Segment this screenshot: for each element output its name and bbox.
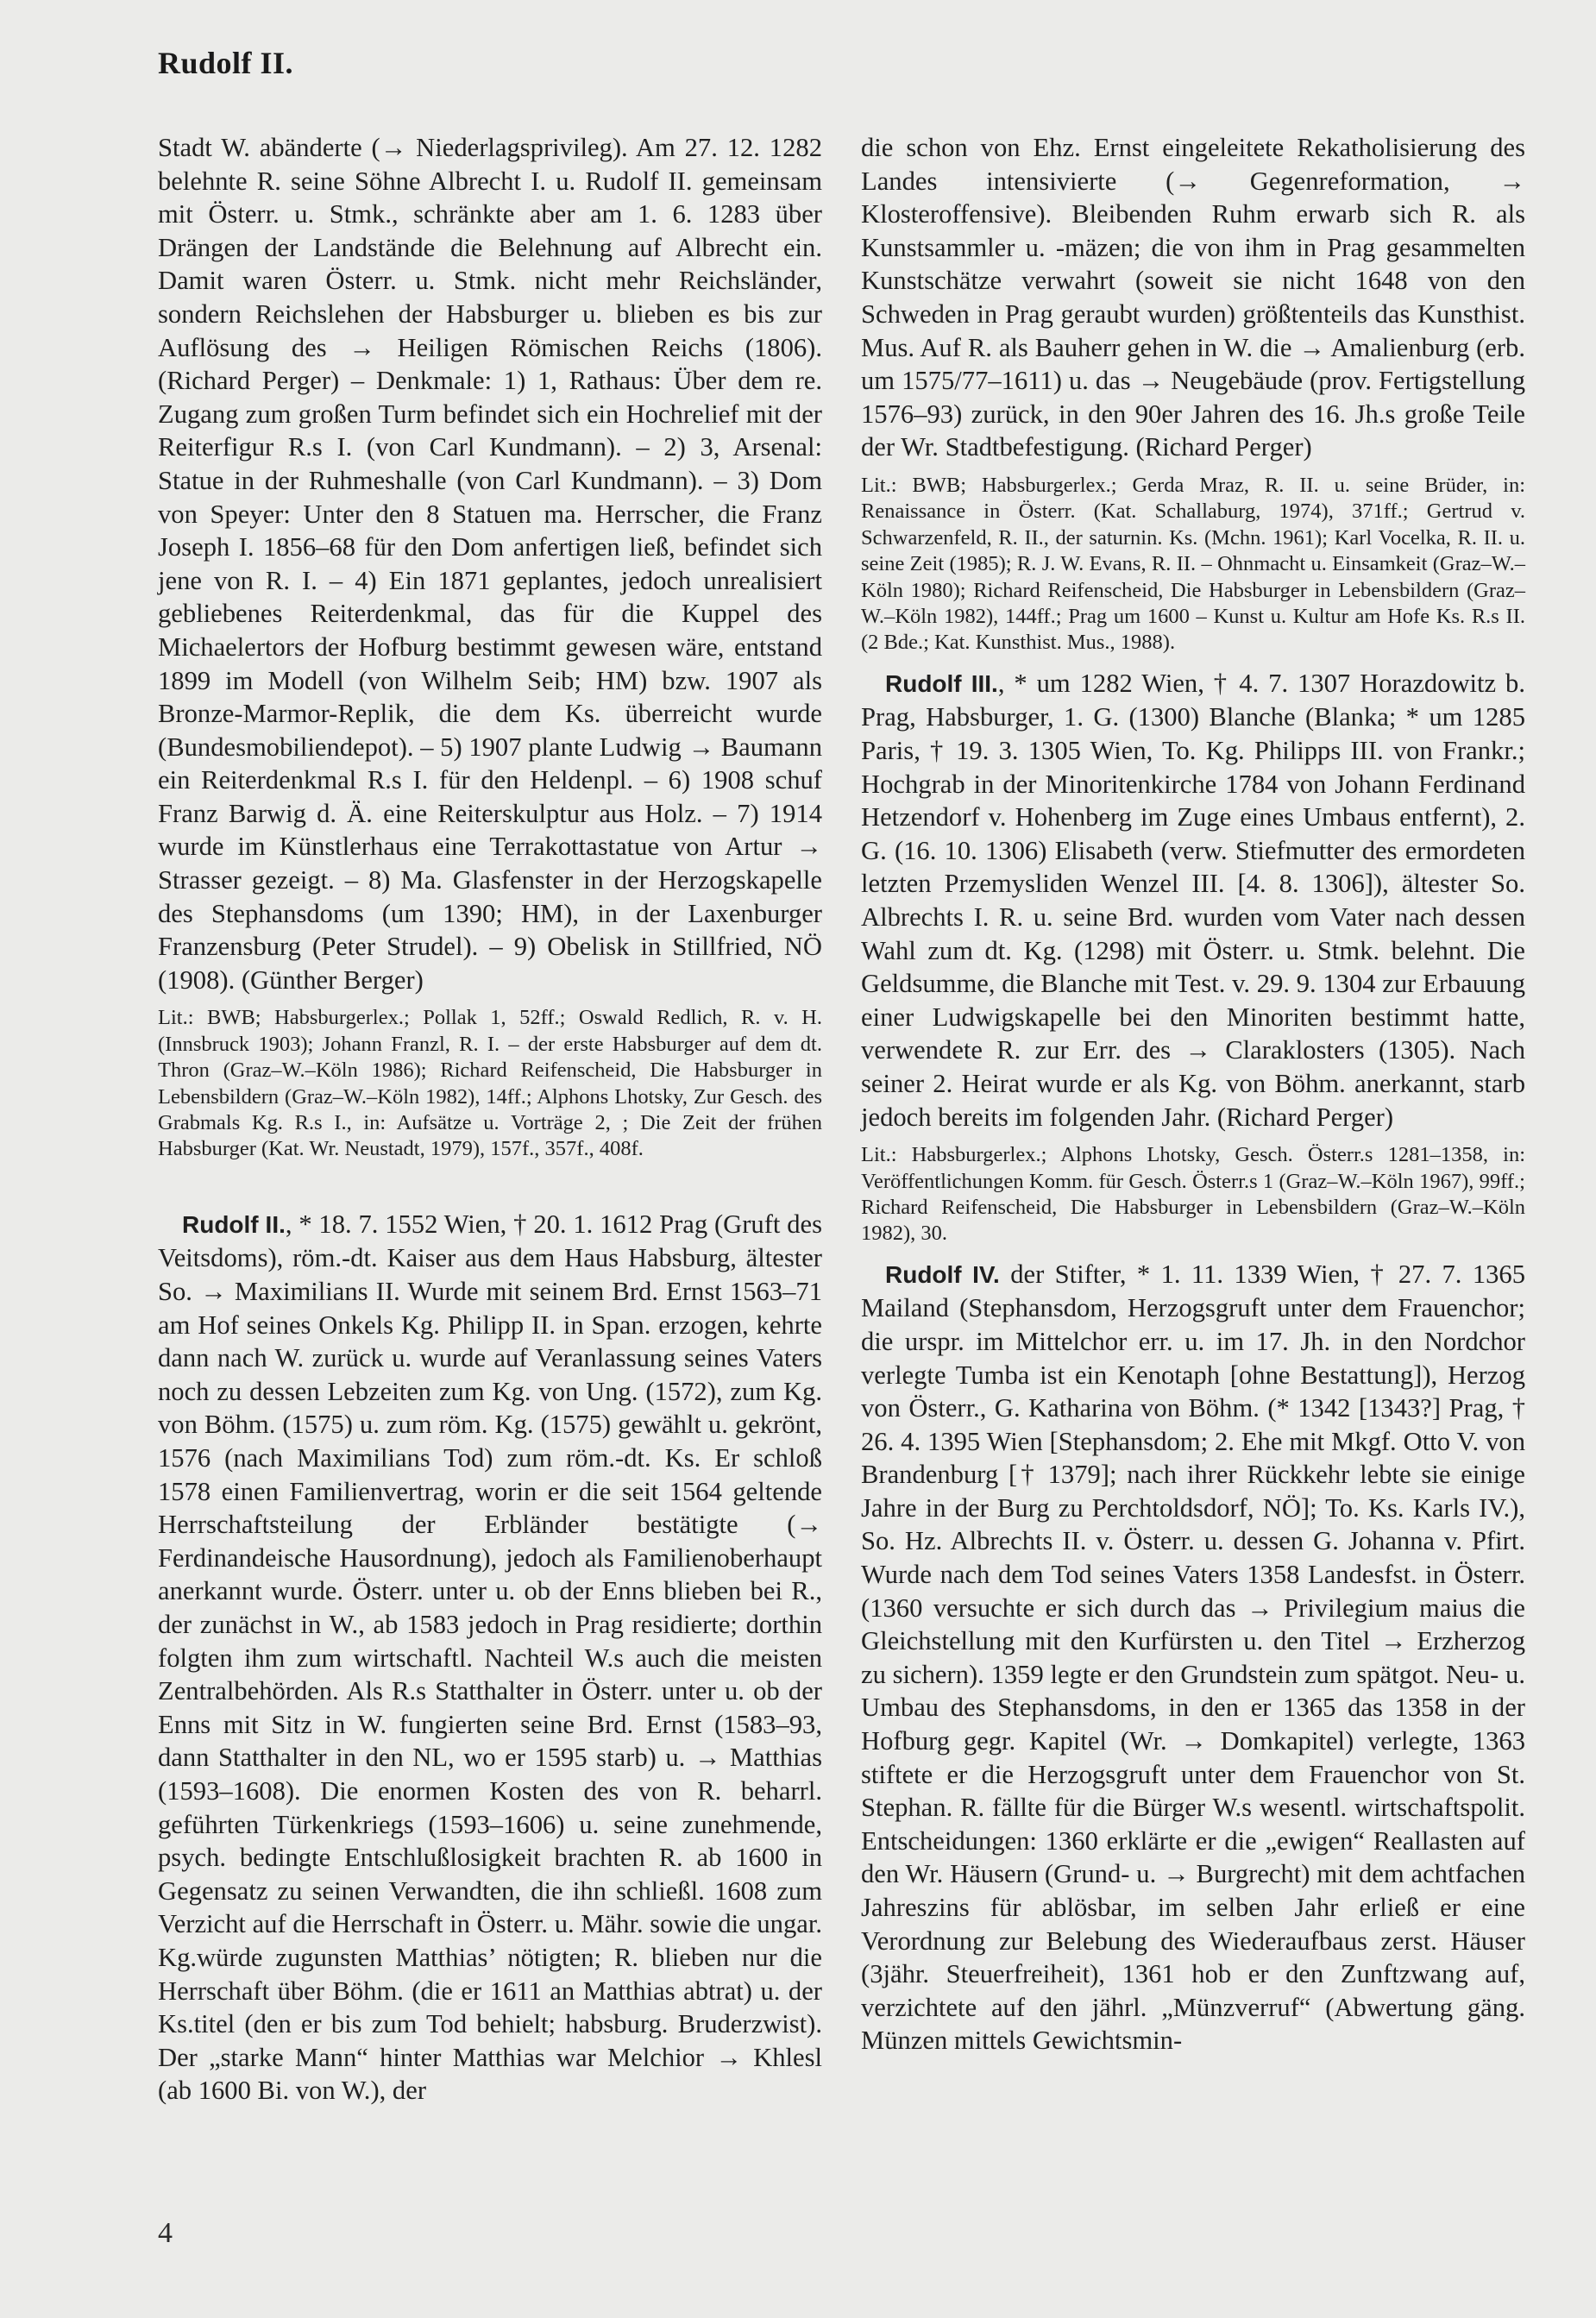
entry-rudolf-ii <box>158 1208 822 2108</box>
literature-rudolf-i: Lit.: BWB; Habsburgerlex.; Pollak 1, 52ff.; Oswald Redlich, R. v. H. (Innsbruck 1903); Johann Franzl, R. I. – der erste Habsburger auf dem dt. Thron (Graz–W.–Köln 1986); Richard Reifenscheid, Die Habsburger in Lebensbildern (Graz–W.–Köln 1982), 14ff.; Alphons Lhotsky, Zur Gesch. des Grabmals Kg. R.s I., in: Aufsätze u. Vorträge 2, ; Die Zeit der frühen Habsburger (Kat. Wr. Neustadt, 1979), 157f., 357f., 408f. <box>158 1006 822 1161</box>
literature-rudolf-iii: Lit.: Habsburgerlex.; Alphons Lhotsky, Gesch. Österr.s 1281–1358, in: Veröffentlichungen Komm. für Gesch. Österr.s 1 (Graz–W.–Köln 1967), 99ff.; Richard Reifenscheid, Die Habsburger in Lebensbildern (Graz–W.–Köln 1982), 30. <box>861 1143 1525 1246</box>
headword-rudolf-ii: Rudolf II. <box>182 1210 286 1238</box>
entry-continuation-rudolf-i: Stadt W. abänderte (→ Niederlagsprivileg). Am 27. 12. 1282 belehnte R. seine Söhne Albrecht I. u. Rudolf II. gemeinsam mit Österr. u. Stmk., schränkte aber am 1. 6. 1283 über Drängen der Landstände die Belehnung auf Albrecht ein. Damit waren Österr. u. Stmk. nicht mehr Reichsländer, sondern Reichslehen der Habsburger u. blieben es bis zur Auflösung des → Heiligen Römischen Reichs (1806). (Richard Perger) – Denkmale: 1) 1, Rathaus: Über dem re. Zugang zum großen Turm befindet sich ein Hochrelief mit der Reiterfigur R.s I. (von Carl Kundmann). – 2) 3, Arsenal: Statue in der Ruhmeshalle (von Carl Kundmann). – 3) Dom von Speyer: Unter den 8 Statuen ma. Herrscher, die Franz Joseph I. 1856–68 für den Dom anfertigen ließ, befindet sich jene von R. I. – 4) Ein 1871 geplantes, jedoch unrealisiert gebliebenes Reiterdenkmal, das für die Kuppel des Michaelertors der Hofburg bestimmt gewesen wäre, entstand 1899 im Modell (von Wilhelm Seib; HM) bzw. 1907 als Bronze-Marmor-Replik, die dem Ks. überreicht wurde (Bundesmobiliendepot). – 5) 1907 plante Ludwig → Baumann ein Reiterdenkmal R.s I. für den Heldenpl. – 6) 1908 schuf Franz Barwig d. Ä. eine Reiterskulptur aus Holz. – 7) 1914 wurde im Künstlerhaus eine Terrakottastatue von Artur → Strasser gezeigt. – 8) Ma. Glasfenster in der Herzogskapelle des Stephansdoms (um 1390; HM), in der Laxenburger Franzensburg (Peter Strudel). – 9) Obelisk in Stillfried, NÖ (1908). (Günther Berger) <box>158 133 822 995</box>
entry-text-rudolf-iv: der Stifter, * 1. 11. 1339 Wien, † 27. 7. 1365 Mailand (Stephansdom, Herzogsgruft unter dem Frauenchor; die urspr. im Mittelchor err. u. im 17. Jh. in den Nordchor verlegte Tumba ist ein Kenotaph [ohne Bestattung]), Herzog von Österr., G. Katharina von Böhm. (* 1342 [1343?] Prag, † 26. 4. 1395 Wien [Stephansdom; 2. Ehe mit Mkgf. Otto V. von Brandenburg [† 1379]; nach ihrer Rückkehr lebte sie einige Jahre in der Burg zu Perchtoldsdorf, NÖ]; To. Ks. Karls IV.), So. Hz. Albrechts II. v. Österr. u. dessen G. Johanna v. Pfirt. Wurde nach dem Tod seines Vaters 1358 Landesfst. in Österr. (1360 versuchte er sich durch das → Privilegium maius die Gleichstellung mit den Kurfürsten u. den Titel → Erzherzog zu sichern). 1359 legte er den Grundstein zum spätgot. Neu- u. Umbau des Stephansdoms, in den er 1365 das 1358 in der Hofburg gegr. Kapitel (Wr. → Domkapitel) verlegte, 1363 stiftete er die Herzogsgruft unter dem Frauenchor von St. Stephan. R. fällte für die Bürger W.s wesentl. wirtschaftspolit. Entscheidungen: 1360 erklärte er die „ewigen“ Reallasten auf den Wr. Häusern (Grund- u. → Burgrecht) mit dem achtfachen Jahreszins für ablösbar, im selben Jahr erließ er eine Verordnung zur Belebung des Wiederaufbaus zerst. Häuser (3jähr. Steuerfreiheit), 1361 hob er den Zunftzwang auf, verzichtete auf den jährl. „Münzverruf“ (Abwertung gäng. Münzen mittels Gewichtsmin- <box>861 1259 1526 2056</box>
running-head: Rudolf II. <box>158 46 294 80</box>
entry-continuation-rudolf-ii: die schon von Ehz. Ernst eingeleitete Rekatholisierung des Landes intensivierte (→ Gegenreformation, → Klosteroffensive). Bleibenden Ruhm erwarb sich R. als Kunstsammler u. -mäzen; die von ihm in Prag gesammelten Kunstschätze verwahrt (soweit sie nicht 1648 von den Schweden in Prag geraubt wurden) größtenteils das Kunsthist. Mus. Auf R. als Bauherr gehen in W. die → Amalienburg (erb. um 1575/77–1611) u. das → Neugebäude (prov. Fertigstellung 1576–93) zurück, in den 90er Jahren des 16. Jh.s große Teile der Wr. Stadtbefestigung. (Richard Perger) <box>861 133 1525 462</box>
entry-rudolf-iv <box>861 1258 1525 2057</box>
headword-rudolf-iv: Rudolf IV. <box>885 1260 1000 1288</box>
entry-gap <box>158 1173 822 1208</box>
entry-text-rudolf-ii: , * 18. 7. 1552 Wien, † 20. 1. 1612 Prag (Gruft des Veitsdoms), röm.-dt. Kaiser aus dem Haus Habsburg, ältester So. → Maximilians II. Wurde mit seinem Brd. Ernst 1563–71 am Hof seines Onkels Kg. Philipp II. in Span. erzogen, kehrte dann nach W. zurück u. wurde auf Veranlassung seines Vaters noch zu dessen Lebzeiten zum Kg. von Ung. (1572), zum Kg. von Böhm. (1575) u. zum röm. Kg. (1575) gewählt u. gekrönt, 1576 (nach Maximilians Tod) zum röm.-dt. Ks. Er schloß 1578 einen Familienvertrag, worin er die seit 1564 geltende Herrschaftsteilung der Erbländer bestätigte (→ Ferdinandeische Hausordnung), jedoch als Familienoberhaupt anerkannt wurde. Österr. unter u. ob der Enns blieben bei R., der zunächst in W., ab 1583 jedoch in Prag residierte; dorthin folgten ihm zum wirtschaftl. Nachteil W.s auch die meisten Zentralbehörden. Als R.s Statthalter in Österr. unter u. ob der Enns mit Sitz in W. fungierten seine Brd. Ernst (1583–93, dann Statthalter in den NL, wo er 1595 starb) u. → Matthias (1593–1608). Die enormen Kosten des von R. beharrl. geführten Türkenkriegs (1593–1606) u. seine zunehmende, psych. bedingte Entschlußlosigkeit brachten R. ab 1600 in Gegensatz zu seinen Verwandten, die ihn schließl. 1608 zum Verzicht auf die Herrschaft in Österr. u. Mähr. sowie die ungar. Kg.würde zugunsten Matthias’ nötigten; R. blieben nur die Herrschaft über Böhm. (die er 1611 an Matthias abtrat) u. der Ks.titel (den er bis zum Tod behielt; habsburg. Bruderzwist). Der „starke Mann“ hinter Matthias war Melchior → Khlesl (ab 1600 Bi. von W.), der <box>158 1209 822 2106</box>
right-column <box>861 131 1525 2057</box>
entry-text-rudolf-iii: , * um 1282 Wien, † 4. 7. 1307 Horazdowitz b. Prag, Habsburger, 1. G. (1300) Blanche (Blanka; * um 1285 Paris, † 19. 3. 1305 Wien, To. Kg. Philipps III. von Frankr.; Hochgrab in der Minoritenkirche 1784 von Johann Ferdinand Hetzendorf v. Hohenberg im Zuge eines Umbaus entfernt), 2. G. (16. 10. 1306) Elisabeth (verw. Stiefmutter des ermordeten letzten Przemysliden Wenzel III. [4. 8. 1306]), ältester So. Albrechts I. R. u. seine Brd. wurden vom Vater nach dessen Wahl zum dt. Kg. (1298) mit Österr. u. Stmk. belehnt. Die Geldsumme, die Blanche mit Test. v. 29. 9. 1304 zur Erbauung einer Ludwigskapelle bei den Minoriten bestimmt hatte, verwendete R. zur Err. des → Claraklosters (1305). Nach seiner 2. Heirat wurde er als Kg. von Böhm. anerkannt, starb jedoch bereits im folgenden Jahr. (Richard Perger) <box>861 668 1526 1132</box>
entry-rudolf-iii <box>861 667 1525 1134</box>
left-column <box>158 131 822 2108</box>
literature-rudolf-ii: Lit.: BWB; Habsburgerlex.; Gerda Mraz, R. II. u. seine Brüder, in: Renaissance in Österr. (Kat. Schallaburg, 1974), 371ff.; Gertrud v. Schwarzenfeld, R. II., der saturnin. Ks. (Mchn. 1961); Karl Vocelka, R. II. u. seine Zeit (1985); R. J. W. Evans, R. II. – Ohnmacht u. Einsamkeit (Graz–W.–Köln 1980); Richard Reifenscheid, Die Habsburger in Lebensbildern (Graz–W.–Köln 1982), 144ff.; Prag um 1600 – Kunst u. Kultur am Hofe Ks. R.s II. (2 Bde.; Kat. Kunsthist. Mus., 1988). <box>861 473 1525 655</box>
page-number: 4 <box>158 2217 173 2249</box>
headword-rudolf-iii: Rudolf III. <box>885 669 998 697</box>
